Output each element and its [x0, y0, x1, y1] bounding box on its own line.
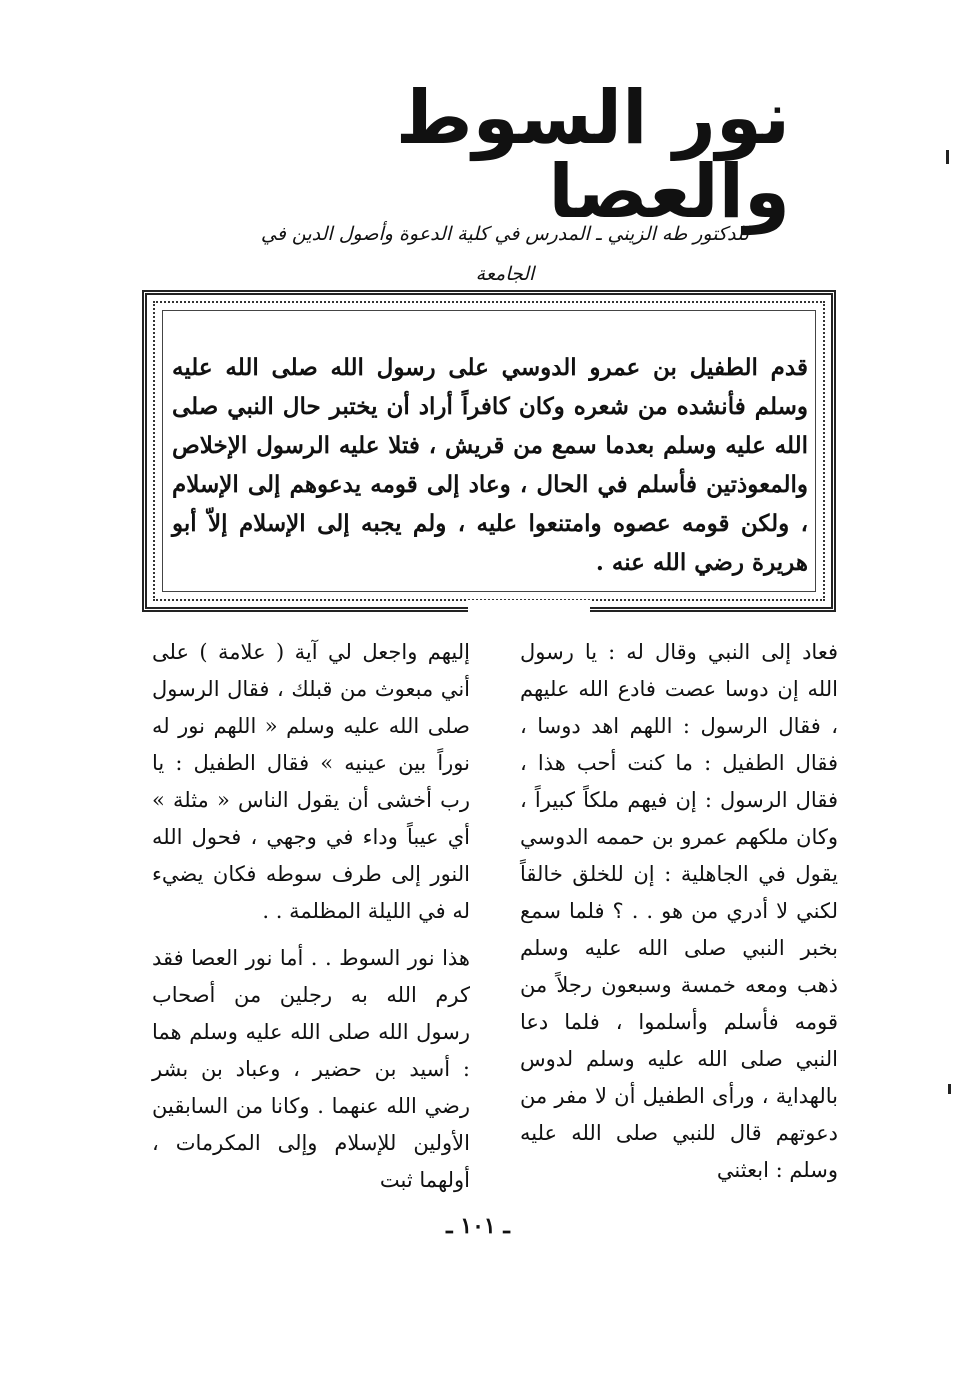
margin-tick — [946, 150, 949, 164]
column-right — [520, 634, 838, 1189]
article-title: نور السوط والعصا — [395, 75, 790, 235]
article-byline: للدكتور طه الزيني ـ المدرس في كلية الدعوة وأصول الدين في الجامعة — [260, 223, 750, 285]
paragraph: إليهم واجعل لي آية ( علامة ) على أني مبعوث من قبلك ، فقال الرسول صلى الله عليه وسلم « اللهم نور له نوراً بين عينيه » فقال الطفيل : يا رب أخشى أن يقول الناس « مثلة » أي عيباً وداء في وجهي ، فحول الله النور إلى طرف سوطه فكان يضيء له في الليلة المظلمة . . — [152, 640, 470, 923]
frame-gap — [468, 600, 590, 620]
margin-tick — [948, 1084, 951, 1094]
paragraph: فعاد إلى النبي وقال له : يا رسول الله إن دوسا عصت فادع الله عليهم ، فقال الرسول : اللهم اهد دوسا ، فقال الطفيل : ما كنت أحب هذا ، فقال الرسول : إن فيهم ملكاً كبيراً ، وكان ملكهم عمرو بن حممه الدوسي يقول في الجاهلية : إن للخلق خالقاً لكني لا أدري من هو . . ؟ فلما سمع بخبر النبي صلى الله عليه وسلم ذهب ومعه خمسة وسبعون رجلاً من قومه فأسلم وأسلموا ، فلما دعا النبي صلى الله عليه وسلم لدوس بالهداية ، ورأى الطفيل أن لا مفر من دعوتهم قال للنبي صلى الله عليه وسلم : ابعثني — [520, 640, 838, 1182]
column-left — [152, 634, 470, 1199]
paragraph: هذا نور السوط . . أما نور العصا فقد كرم الله به رجلين من أصحاب رسول الله صلى الله عليه وسلم هما : أسيد بن حضير ، وعباد بن بشر رضي الله عنهما . وكانا من السابقين الأولين للإسلام وإلى المكرمات ، أولهما ثبت — [152, 946, 470, 1192]
page-number: ـ ١٠١ ـ — [446, 1213, 510, 1239]
abstract-text: قدم الطفيل بن عمرو الدوسي على رسول الله صلى الله عليه وسلم فأنشده من شعره وكان كافراً أراد أن يختبر حال النبي صلى الله عليه وسلم بعدما سمع من قريش ، فتلا عليه الرسول الإخلاص والمعوذتين فأسلم في الحال ، وعاد إلى قومه يدعوهم إلى الإسلام ، ولكن قومه عصوه وامتنعوا عليه ، ولم يجبه إلى الإسلام إلاّ أبو هريرة رضي الله عنه . — [172, 354, 808, 576]
